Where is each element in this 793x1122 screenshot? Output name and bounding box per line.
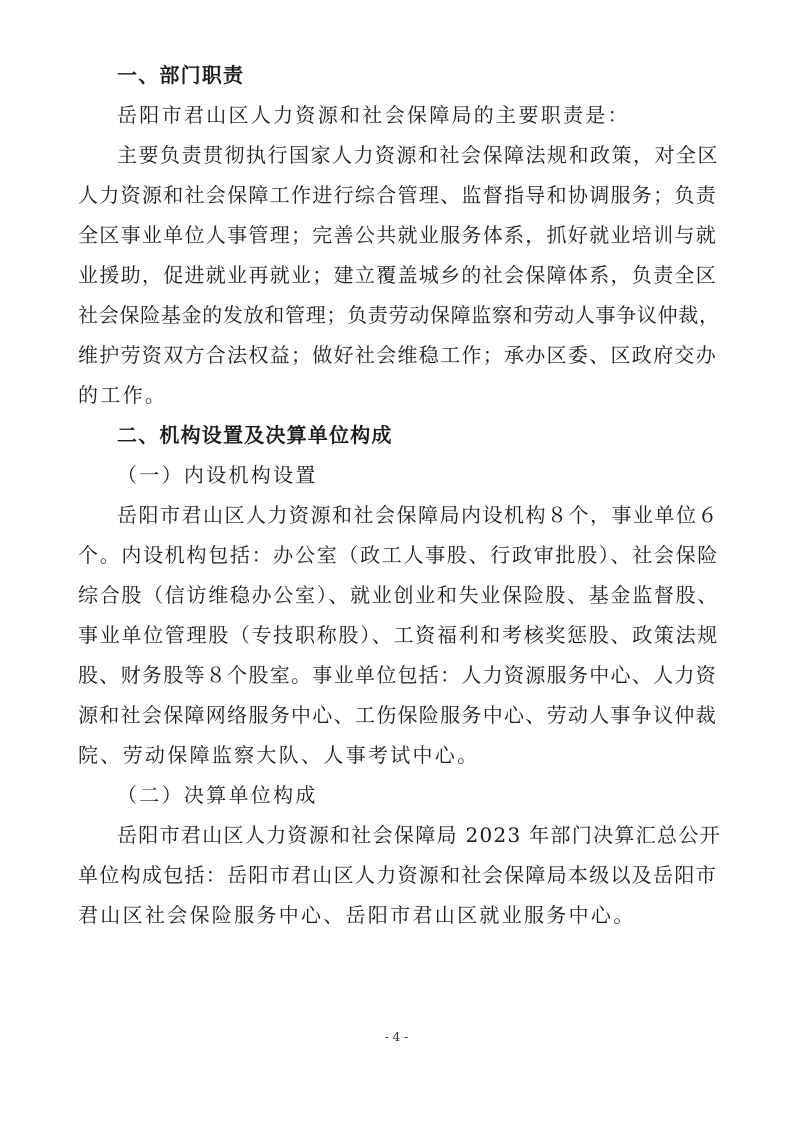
paragraph-line: 维护劳资双方合法权益；做好社会维稳工作；承办区委、区政府交办 — [78, 343, 717, 367]
paragraph-line: 单位构成包括：岳阳市君山区人力资源和社会保障局本级以及岳阳市 — [78, 863, 717, 887]
paragraph-line: 综合股（信访维稳办公室）、就业创业和失业保险股、基金监督股、 — [78, 583, 719, 607]
paragraph-line: 岳阳市君山区人力资源和社会保障局 2023 年部门决算汇总公开 — [117, 823, 721, 847]
paragraph-line: 人力资源和社会保障工作进行综合管理、监督指导和协调服务；负责 — [78, 183, 717, 207]
internal-org-paragraph — [78, 495, 722, 775]
paragraph-line: 院、劳动保障监察大队、人事考试中心。 — [78, 743, 480, 767]
paragraph-line: 社会保险基金的发放和管理；负责劳动保障监察和劳动人事争议仲裁， — [78, 303, 720, 327]
paragraph-line: 源和社会保障网络服务中心、工伤保险服务中心、劳动人事争议仲裁 — [78, 703, 717, 727]
paragraph-line: 事业单位管理股（专技职称股）、工资福利和考核奖惩股、政策法规 — [78, 623, 719, 647]
paragraph-line: 的工作。 — [78, 383, 168, 407]
paragraph-line: 主要负责贯彻执行国家人力资源和社会保障法规和政策，对全区 — [117, 143, 719, 167]
subsection-heading-budget-units: （二）决算单位构成 — [117, 783, 318, 807]
subsection-heading-internal: （一）内设机构设置 — [117, 463, 318, 487]
paragraph-line: 岳阳市君山区人力资源和社会保障局内设机构８个，事业单位６ — [117, 503, 719, 527]
section-heading-duties: 一、部门职责 — [117, 63, 245, 87]
paragraph-line: 股、财务股等８个股室。事业单位包括：人力资源服务中心、人力资 — [78, 663, 717, 687]
page-number: - 4 - — [384, 1030, 409, 1044]
section-heading-organization: 二、机构设置及决算单位构成 — [117, 423, 393, 447]
document-page — [78, 55, 722, 935]
paragraph-line: 个。内设机构包括：办公室（政工人事股、行政审批股）、社会保险 — [78, 543, 719, 567]
budget-units-paragraph — [78, 815, 722, 935]
paragraph-line: 全区事业单位人事管理；完善公共就业服务体系，抓好就业培训与就 — [78, 223, 717, 247]
duties-paragraph — [78, 135, 722, 415]
duties-intro: 岳阳市君山区人力资源和社会保障局的主要职责是： — [117, 103, 630, 127]
paragraph-line: 业援助，促进就业再就业；建立覆盖城乡的社会保障体系，负责全区 — [78, 263, 717, 287]
paragraph-line: 君山区社会保险服务中心、岳阳市君山区就业服务中心。 — [78, 903, 636, 927]
